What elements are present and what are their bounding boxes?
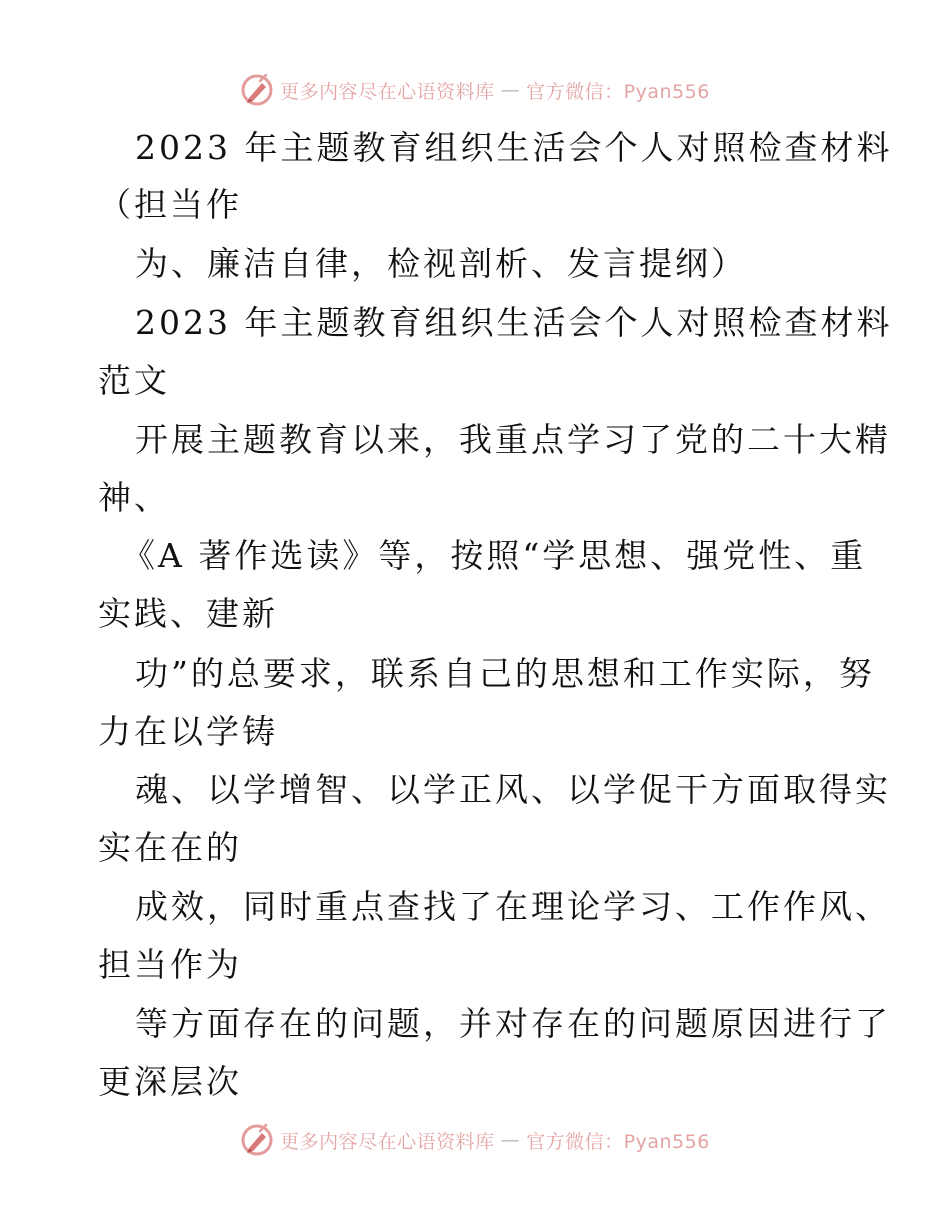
watermark-dash: — (500, 1129, 521, 1151)
paragraph-line: 力在以学铸 (98, 712, 278, 751)
paragraph-line: 神、 (98, 478, 170, 517)
paragraph-line: 开展主题教育以来，我重点学习了党的二十大精 (135, 420, 891, 459)
watermark-site-text: 更多内容尽在心语资料库 (280, 80, 495, 103)
paragraph-line: 功”的总要求，联系自己的思想和工作实际，努 (135, 654, 875, 693)
watermark-dash: — (500, 79, 521, 101)
paragraph-line: 成效，同时重点查找了在理论学习、工作作风、 (135, 887, 891, 926)
paragraph-line: 实在在的 (98, 828, 242, 867)
footer-watermark (0, 1120, 950, 1160)
paragraph-line: 等方面存在的问题，并对存在的问题原因进行了 (135, 1004, 891, 1043)
pen-logo-icon (240, 1123, 274, 1157)
paragraph-line: 更深层次 (98, 1062, 242, 1101)
pen-logo-icon (240, 73, 274, 107)
header-watermark (0, 70, 950, 110)
title-line-2: （担当作 (98, 185, 242, 224)
paragraph-line: 实践、建新 (98, 594, 278, 633)
watermark-wechat-text: 官方微信：Pyan556 (526, 1130, 710, 1153)
watermark-wechat-text: 官方微信：Pyan556 (526, 80, 710, 103)
title-line-1: 2023 年主题教育组织生活会个人对照检查材料 (135, 128, 893, 167)
subtitle-line-2: 范文 (98, 361, 170, 400)
title-line-3: 为、廉洁自律，检视剖析、发言提纲） (135, 244, 747, 283)
paragraph-line: 魂、以学增智、以学正风、以学促干方面取得实 (135, 770, 891, 809)
watermark-site-text: 更多内容尽在心语资料库 (280, 1130, 495, 1153)
paragraph-line: 担当作为 (98, 945, 242, 984)
subtitle-line-1: 2023 年主题教育组织生活会个人对照检查材料 (135, 303, 893, 342)
paragraph-line: 《A 著作选读》等，按照“学思想、强党性、重 (122, 536, 867, 575)
